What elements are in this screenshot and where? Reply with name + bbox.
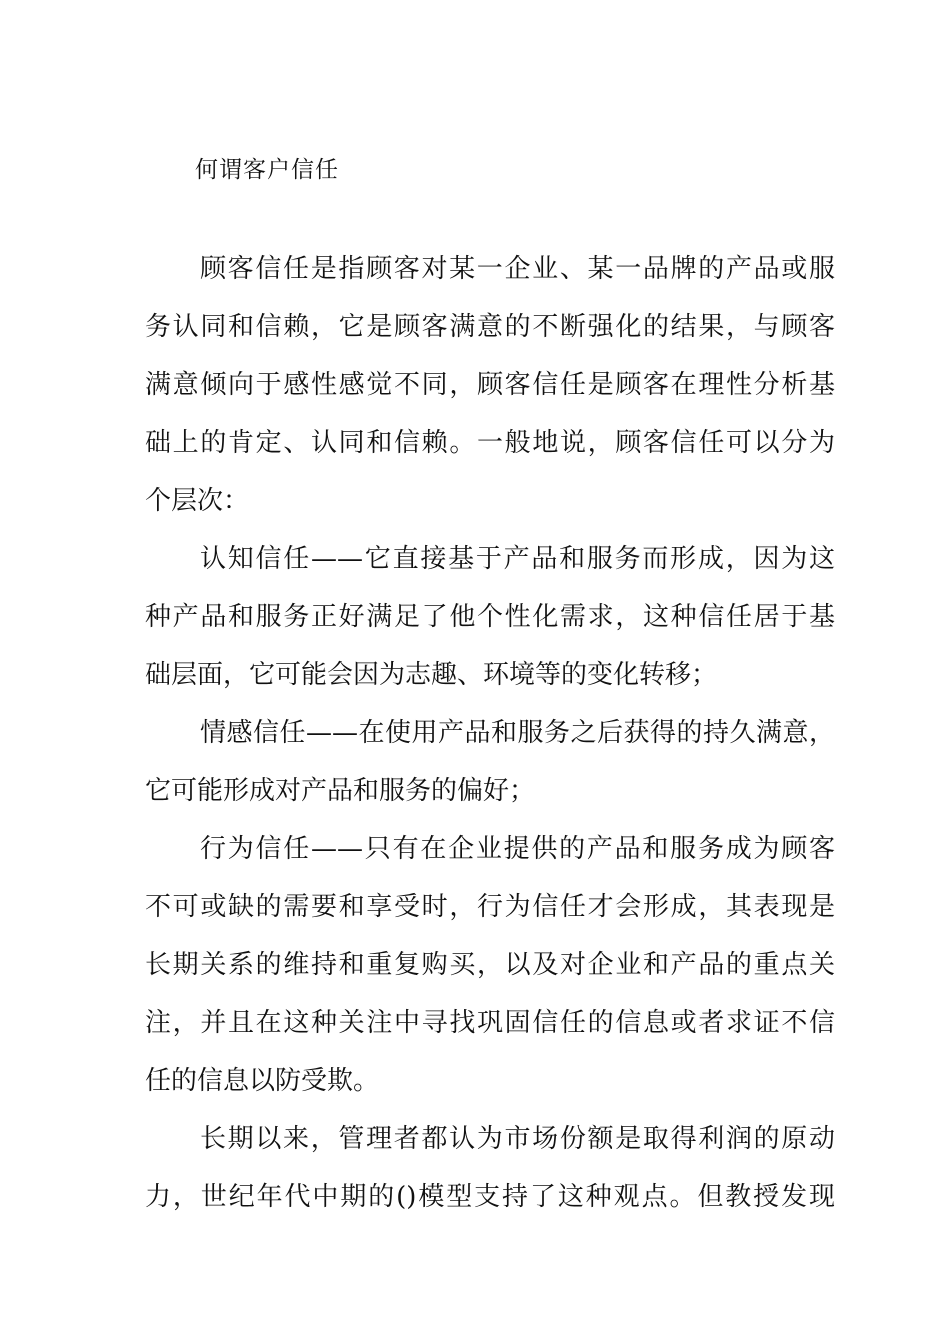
paragraph-line: 长期关系的维持和重复购买，以及对企业和产品的重点关: [145, 950, 835, 980]
paragraph-line: 长期以来，管理者都认为市场份额是取得利润的原动: [200, 1124, 835, 1154]
paragraph-line: 务认同和信赖，它是顾客满意的不断强化的结果，与顾客: [145, 312, 835, 342]
paragraph-line: 不可或缺的需要和享受时，行为信任才会形成，其表现是: [145, 892, 835, 922]
paragraph-line: 个层次：: [145, 486, 250, 516]
paragraph-line: 满意倾向于感性感觉不同，顾客信任是顾客在理性分析基: [145, 370, 835, 400]
paragraph-line: 础层面，它可能会因为志趣、环境等的变化转移；: [145, 660, 718, 690]
document-title: 何谓客户信任: [195, 157, 339, 183]
paragraph-line: 它可能形成对产品和服务的偏好；: [145, 776, 536, 806]
paragraph-line: 种产品和服务正好满足了他个性化需求，这种信任居于基: [145, 602, 835, 632]
paragraph-line: 注，并且在这种关注中寻找巩固信任的信息或者求证不信: [145, 1008, 835, 1038]
paragraph-line: 顾客信任是指顾客对某一企业、某一品牌的产品或服: [200, 254, 835, 284]
paragraph-line: 础上的肯定、认同和信赖。一般地说，顾客信任可以分为: [145, 428, 835, 458]
paragraph-line: 任的信息以防受欺。: [145, 1066, 380, 1096]
paragraph-line: 认知信任——它直接基于产品和服务而形成，因为这: [200, 544, 835, 574]
paragraph-line: 力，世纪年代中期的()模型支持了这种观点。但教授发现: [145, 1182, 835, 1212]
paragraph-line: 行为信任——只有在企业提供的产品和服务成为顾客: [200, 834, 835, 864]
paragraph-line: 情感信任——在使用产品和服务之后获得的持久满意，: [200, 718, 835, 748]
